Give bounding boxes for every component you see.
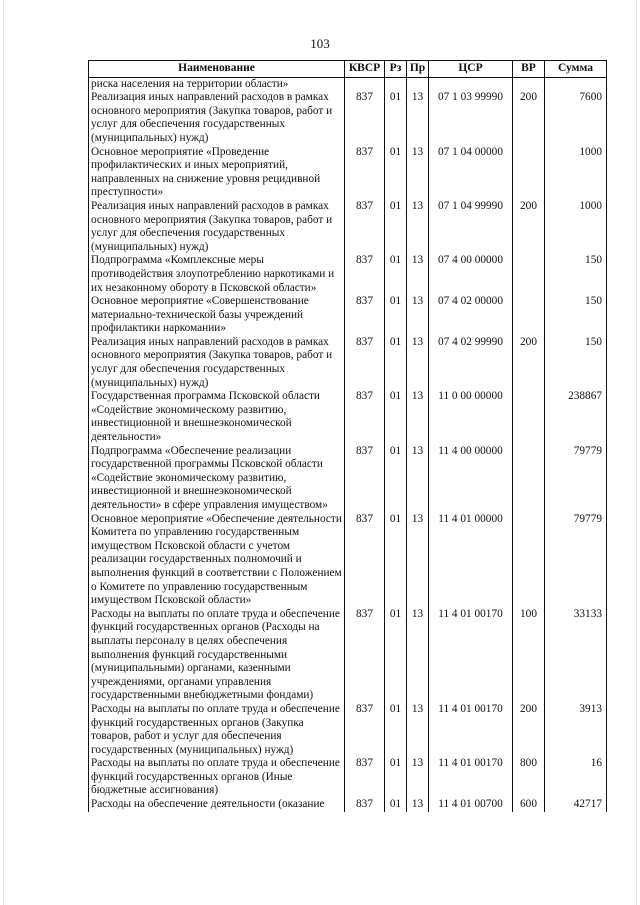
cell-csr: 11 4 00 00000 [429, 445, 513, 513]
cell-csr: 07 4 02 00000 [429, 295, 513, 336]
cell-kvsr: 837 [345, 608, 385, 703]
header-csr: ЦСР [429, 61, 513, 78]
cell-sum: 79779 [545, 445, 607, 513]
cell-kvsr: 837 [345, 390, 385, 444]
cell-vr: 100 [513, 608, 545, 703]
cell-name: Подпрограмма «Комплексные меры противодействия злоупотреблению наркотиками и их незаконному обороту в Псковской области» [89, 254, 345, 295]
table-row [89, 254, 607, 295]
cell-rz: 01 [385, 91, 407, 145]
cell-sum: 79779 [545, 513, 607, 608]
cell-pr: 13 [407, 200, 429, 254]
cell-vr: 200 [513, 336, 545, 390]
cell-name: Реализация иных направлений расходов в рамках основного мероприятия (Закупка товаров, работ и услуг для обеспечения государственных (муниципальных) нужд) [89, 336, 345, 390]
cell-name: Расходы на обеспечение деятельности (оказание [89, 798, 345, 812]
cell-kvsr: 837 [345, 757, 385, 798]
cell-csr: 07 1 03 99990 [429, 91, 513, 145]
cell-rz: 01 [385, 146, 407, 200]
table-row [89, 445, 607, 513]
table-row [89, 77, 607, 91]
cell-csr: 11 4 01 00700 [429, 798, 513, 812]
cell-kvsr: 837 [345, 703, 385, 757]
table-row [89, 513, 607, 608]
budget-table [88, 60, 607, 812]
cell-vr: 800 [513, 757, 545, 798]
cell-vr: 200 [513, 91, 545, 145]
cell-pr: 13 [407, 254, 429, 295]
cell-csr: 11 4 01 00170 [429, 608, 513, 703]
header-name: Наименование [89, 61, 345, 78]
cell-sum: 1000 [545, 200, 607, 254]
cell-vr [513, 390, 545, 444]
cell-pr: 13 [407, 146, 429, 200]
cell-vr: 200 [513, 703, 545, 757]
cell-vr [513, 295, 545, 336]
cell-kvsr: 837 [345, 445, 385, 513]
cell-sum: 150 [545, 336, 607, 390]
cell-csr: 11 4 01 00170 [429, 703, 513, 757]
header-kvsr: КВСР [345, 61, 385, 78]
cell-kvsr: 837 [345, 254, 385, 295]
cell-rz: 01 [385, 757, 407, 798]
header-vr: ВР [513, 61, 545, 78]
cell-name: Расходы на выплаты по оплате труда и обеспечение функций государственных органов (Иные бюджетные ассигнования) [89, 757, 345, 798]
cell-csr: 07 4 02 99990 [429, 336, 513, 390]
table-header [89, 61, 607, 78]
cell-name: Основное мероприятие «Обеспечение деятельности Комитета по управлению государственным имуществом Псковской области с учетом реализации государственных полномочий и выполнения функций в соответствии с Положением о Комитете по управлению государственным имуществом Псковской области» [89, 513, 345, 608]
cell-rz: 01 [385, 608, 407, 703]
cell-rz: 01 [385, 703, 407, 757]
cell-sum: 16 [545, 757, 607, 798]
cell-pr: 13 [407, 445, 429, 513]
cell-kvsr [345, 77, 385, 91]
cell-vr [513, 254, 545, 295]
cell-name: Подпрограмма «Обеспечение реализации государственной программы Псковской области «Содействие экономическому развитию, инвестиционной и внешнеэкономической деятельности» в сфере управления имуществом» [89, 445, 345, 513]
cell-csr: 11 4 01 00000 [429, 513, 513, 608]
cell-sum: 7600 [545, 91, 607, 145]
header-rz: Рз [385, 61, 407, 78]
table-body [89, 77, 607, 812]
table-row [89, 91, 607, 145]
cell-kvsr: 837 [345, 295, 385, 336]
cell-kvsr: 837 [345, 798, 385, 812]
cell-pr: 13 [407, 513, 429, 608]
cell-csr: 11 4 01 00170 [429, 757, 513, 798]
cell-rz: 01 [385, 200, 407, 254]
cell-pr [407, 77, 429, 91]
scan-edge-left [3, 0, 4, 905]
cell-pr: 13 [407, 798, 429, 812]
cell-kvsr: 837 [345, 336, 385, 390]
cell-sum: 238867 [545, 390, 607, 444]
cell-name: риска населения на территории области» [89, 77, 345, 91]
cell-vr [513, 445, 545, 513]
scan-edge-right [636, 0, 637, 905]
cell-kvsr: 837 [345, 91, 385, 145]
cell-sum: 33133 [545, 608, 607, 703]
cell-sum [545, 77, 607, 91]
cell-name: Расходы на выплаты по оплате труда и обеспечение функций государственных органов (Закупка товаров, работ и услуг для обеспечения государственных (муниципальных) нужд) [89, 703, 345, 757]
cell-pr: 13 [407, 703, 429, 757]
table-row [89, 703, 607, 757]
table-row [89, 757, 607, 798]
cell-vr [513, 513, 545, 608]
cell-sum: 42717 [545, 798, 607, 812]
cell-pr: 13 [407, 757, 429, 798]
header-sum: Сумма [545, 61, 607, 78]
cell-kvsr: 837 [345, 146, 385, 200]
table-row [89, 200, 607, 254]
cell-vr: 200 [513, 200, 545, 254]
cell-rz: 01 [385, 798, 407, 812]
cell-pr: 13 [407, 390, 429, 444]
cell-csr: 07 1 04 99990 [429, 200, 513, 254]
cell-sum: 1000 [545, 146, 607, 200]
table-row [89, 608, 607, 703]
cell-vr [513, 77, 545, 91]
cell-rz [385, 77, 407, 91]
cell-sum: 150 [545, 254, 607, 295]
table-row [89, 798, 607, 812]
cell-name: Реализация иных направлений расходов в рамках основного мероприятия (Закупка товаров, работ и услуг для обеспечения государственных (муниципальных) нужд) [89, 91, 345, 145]
cell-name: Реализация иных направлений расходов в рамках основного мероприятия (Закупка товаров, работ и услуг для обеспечения государственных (муниципальных) нужд) [89, 200, 345, 254]
cell-name: Расходы на выплаты по оплате труда и обеспечение функций государственных органов (Расходы на выплаты персоналу в целях обеспечения выполнения функций государственными (муниципальными) органами, казенными учреждениями, органами управления государственными внебюджетными фондами) [89, 608, 345, 703]
cell-rz: 01 [385, 445, 407, 513]
cell-pr: 13 [407, 295, 429, 336]
cell-csr: 07 1 04 00000 [429, 146, 513, 200]
table-row [89, 295, 607, 336]
cell-csr [429, 77, 513, 91]
cell-rz: 01 [385, 390, 407, 444]
cell-rz: 01 [385, 254, 407, 295]
cell-vr: 600 [513, 798, 545, 812]
table-row [89, 336, 607, 390]
table-row [89, 390, 607, 444]
cell-kvsr: 837 [345, 513, 385, 608]
cell-name: Основное мероприятие «Проведение профилактических и иных мероприятий, направленных на снижение уровня рецидивной преступности» [89, 146, 345, 200]
cell-rz: 01 [385, 295, 407, 336]
cell-pr: 13 [407, 336, 429, 390]
cell-sum: 150 [545, 295, 607, 336]
cell-csr: 11 0 00 00000 [429, 390, 513, 444]
table-row [89, 146, 607, 200]
cell-name: Основное мероприятие «Совершенствование материально-технической базы учреждений профилактики наркомании» [89, 295, 345, 336]
cell-rz: 01 [385, 513, 407, 608]
cell-csr: 07 4 00 00000 [429, 254, 513, 295]
cell-rz: 01 [385, 336, 407, 390]
page-number: 103 [310, 36, 330, 51]
cell-name: Государственная программа Псковской области «Содействие экономическому развитию, инвестиционной и внешнеэкономической деятельности» [89, 390, 345, 444]
header-pr: Пр [407, 61, 429, 78]
cell-pr: 13 [407, 608, 429, 703]
cell-pr: 13 [407, 91, 429, 145]
cell-kvsr: 837 [345, 200, 385, 254]
cell-vr [513, 146, 545, 200]
cell-sum: 3913 [545, 703, 607, 757]
